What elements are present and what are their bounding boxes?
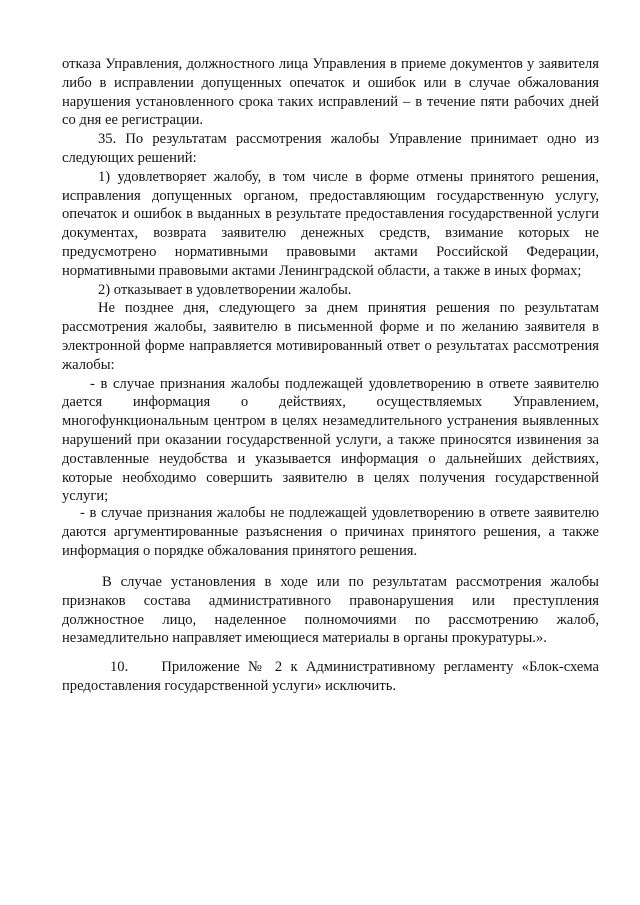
paragraph-35: 35. По результатам рассмотрения жалобы Управление принимает одно из следующих решений: [62, 131, 599, 166]
document-body-4 [62, 658, 599, 696]
paragraph-1: отказа Управления, должностного лица Управления в приеме документов у заявителя либо в исправлении допущенных опечаток и ошибок или в случае обжалования нарушения установленного срока таких исправлений – в течение пяти рабочих дней со дня ее регистрации. [62, 56, 599, 129]
document-body-3 [62, 573, 599, 648]
paragraph-item-10: 10. Приложение № 2 к Административному регламенту «Блок-схема предоставления государственной услуги» исключить. [62, 659, 599, 694]
paragraph-prosecution: В случае установления в ходе или по результатам рассмотрения жалобы признаков состава административного правонарушения или преступления должностное лицо, наделенное полномочиями по рассмотрению жалоб, незамедлительно направляет имеющиеся материалы в органы прокуратуры.». [62, 574, 599, 647]
paragraph-satisfied-case: - в случае признания жалобы подлежащей удовлетворению в ответе заявителю дается информация о действиях, осуществляемых Управлением, многофункциональным центром в целях незамедлительного устранения выявленных нарушений при оказании государственной услуги, а также приносятся извинения за доставленные неудобства и указывается информация о дальнейших действиях, которые необходимо совершить заявителю в целях получения государственной услуги; [62, 375, 599, 505]
document-body-2 [62, 504, 599, 560]
document-body [62, 55, 599, 506]
paragraph-decision-2: 2) отказывает в удовлетворении жалобы. [98, 281, 352, 298]
paragraph-rejected-case: - в случае признания жалобы не подлежащей удовлетворению в ответе заявителю даются аргументированные разъяснения о причинах принятого решения, а также информация о порядке обжалования принятого решения. [62, 505, 599, 559]
paragraph-decision-1: 1) удовлетворяет жалобу, в том числе в форме отмены принятого решения, исправления допущенных органом, предоставляющим государственную услугу, опечаток и ошибок в выданных в результате предоставления государственной услуги документах, возврата заявителю денежных средств, взимание которых не предусмотрено нормативными правовыми актами Российской Федерации, нормативными правовыми актами Ленинградской области, а также в иных формах; [62, 168, 599, 279]
paragraph-response-deadline: Не позднее дня, следующего за днем принятия решения по результатам рассмотрения жалобы, заявителю в письменной форме и по желанию заявителя в электронной форме направляется мотивированный ответ о результатах рассмотрения жалобы: [62, 300, 599, 373]
